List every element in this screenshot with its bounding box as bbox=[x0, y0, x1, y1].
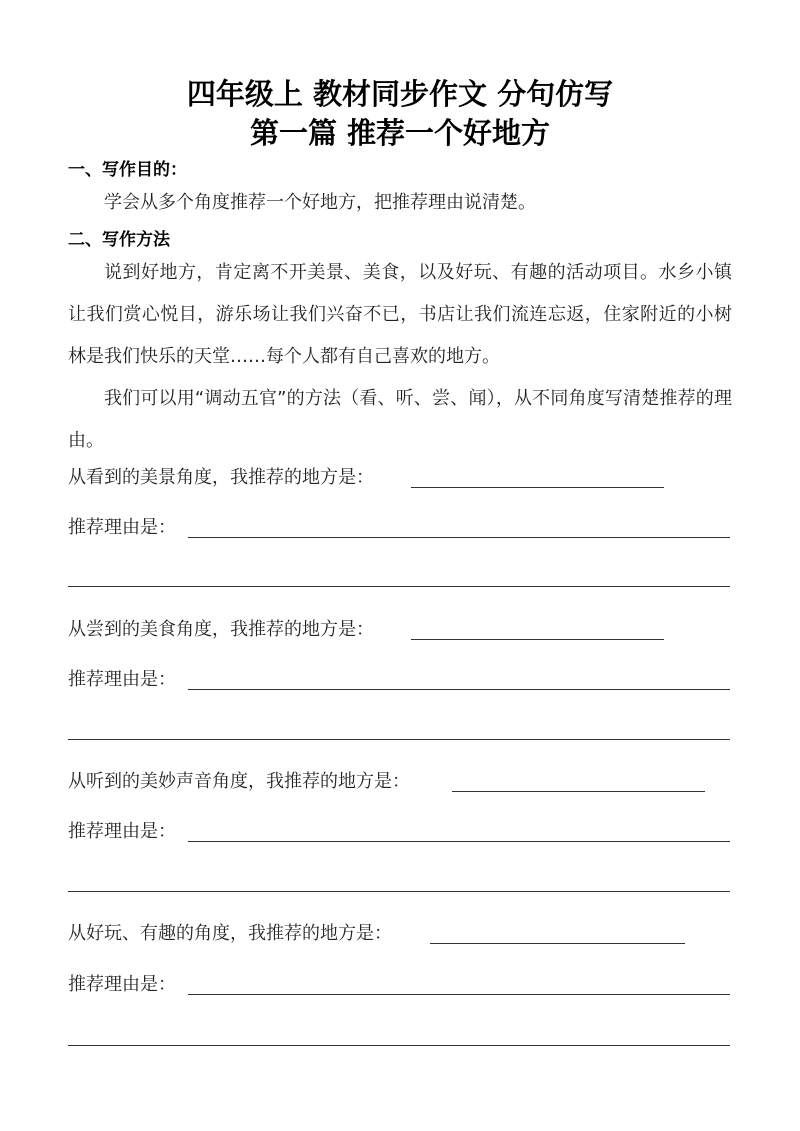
reason-answer-line[interactable] bbox=[188, 537, 730, 538]
reason-label: 推荐理由是： bbox=[68, 669, 176, 690]
purpose-text: 学会从多个角度推荐一个好地方，把推荐理由说清楚。 bbox=[104, 192, 536, 213]
reason-answer-line[interactable] bbox=[188, 841, 730, 842]
section-heading-method: 二、写作方法 bbox=[68, 230, 170, 250]
reason-answer-line[interactable] bbox=[188, 689, 730, 690]
method-paragraph-1: 说到好地方，肯定离不开美景、美食，以及好玩、有趣的活动项目。水乡小镇让我们赏心悦目，游乐场让我们兴奋不已，书店让我们流连忘返，住家附近的小树林是我们快乐的天堂……每个人都有自己喜欢的地方。 bbox=[68, 262, 732, 367]
worksheet-subtitle: 第一篇 推荐一个好地方 bbox=[249, 116, 551, 150]
exercise-prompt: 从听到的美妙声音角度，我推荐的地方是： bbox=[68, 771, 410, 792]
reason-label: 推荐理由是： bbox=[68, 974, 176, 995]
reason-answer-line[interactable] bbox=[68, 586, 730, 587]
exercise-prompt: 从尝到的美食角度，我推荐的地方是： bbox=[68, 619, 374, 640]
place-answer-line[interactable] bbox=[411, 639, 664, 640]
reason-answer-line[interactable] bbox=[68, 739, 730, 740]
place-answer-line[interactable] bbox=[430, 943, 685, 944]
exercise-prompt: 从好玩、有趣的角度，我推荐的地方是： bbox=[68, 923, 392, 944]
reason-answer-line[interactable] bbox=[68, 1045, 730, 1046]
reason-answer-line[interactable] bbox=[188, 994, 730, 995]
reason-label: 推荐理由是： bbox=[68, 821, 176, 842]
section-heading-purpose: 一、写作目的： bbox=[68, 160, 187, 180]
reason-label: 推荐理由是： bbox=[68, 517, 176, 538]
exercise-prompt: 从看到的美景角度，我推荐的地方是： bbox=[68, 467, 374, 488]
reason-answer-line[interactable] bbox=[68, 891, 730, 892]
method-paragraph-2: 我们可以用“调动五官”的方法（看、听、尝、闻），从不同角度写清楚推荐的理由。 bbox=[68, 388, 732, 451]
place-answer-line[interactable] bbox=[452, 791, 705, 792]
place-answer-line[interactable] bbox=[411, 487, 664, 488]
worksheet-title: 四年级上 教材同步作文 分句仿写 bbox=[186, 77, 614, 111]
